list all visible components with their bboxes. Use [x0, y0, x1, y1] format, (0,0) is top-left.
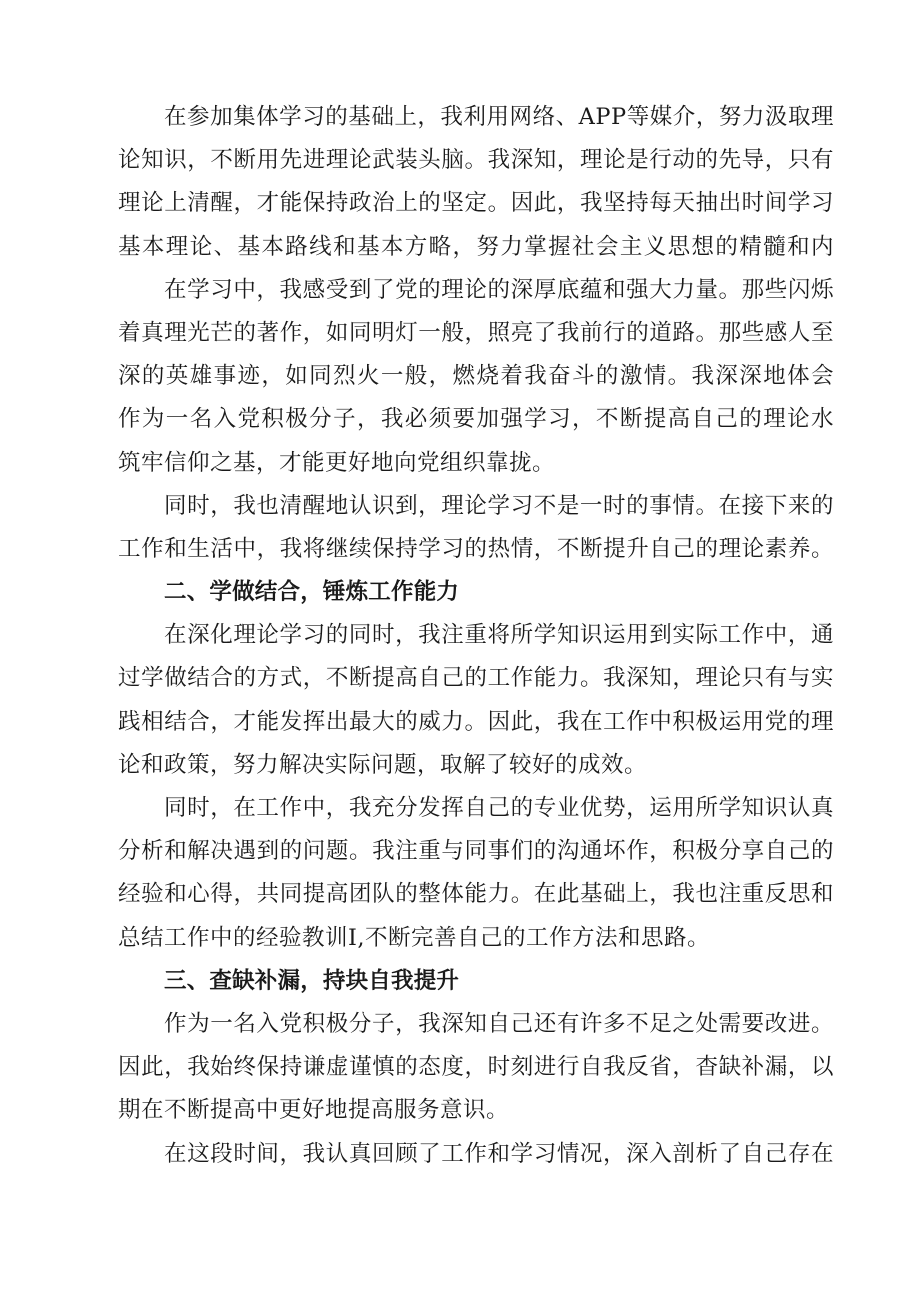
- text-line: 在深化理论学习的同时，我注重将所学知识运用到实际工作中，通: [164, 622, 834, 649]
- text-line: 同时，我也清醒地认识到，理论学习不是一时的事情。在接下来的: [164, 492, 834, 519]
- text-line: 总结工作中的经验教训I,不断完善自己的工作方法和思路。: [118, 924, 711, 951]
- paragraph: [118, 269, 834, 485]
- text-line: 在参加集体学习的基础上，我利用网络、APP等媒介，努力汲取理: [164, 104, 834, 130]
- paragraph: [118, 1133, 834, 1176]
- text-line: 期在不断提高中更好地提高服务意识。: [118, 1097, 510, 1124]
- text-line: 作为一名入党积极分子，我深知自己还有许多不足之处需要改进。: [164, 1010, 834, 1037]
- document-page: [118, 96, 834, 1176]
- text-line: 深的英雄事迹，如同烈火一般，燃烧着我奋斗的激情。我深深地体会: [118, 363, 834, 390]
- text-line: 践相结合，才能发挥出最大的威力。因此，我在工作中积极运用党的理: [118, 708, 834, 735]
- section-heading: 三、查缺补漏，持块自我提升: [164, 967, 460, 994]
- section-heading: 二、学做结合，锤炼工作能力: [164, 579, 460, 606]
- text-line: 同时，在工作中，我充分发挥自己的专业优势，运用所学知识认真: [164, 795, 834, 821]
- paragraph: [118, 787, 834, 960]
- text-line: 论和政策，努力解决实际问题，取解了较好的成效。: [118, 751, 648, 778]
- text-line: 基本理论、基本路线和基本方略，努力掌握社会主义思想的精髓和内: [118, 233, 834, 260]
- text-line: 论知识，不断用先进理论武装头脑。我深知，理论是行动的先导，只有: [118, 147, 834, 174]
- text-line: 在学习中，我感受到了党的理论的深厚底蕴和强大力量。那些闪烁: [164, 276, 834, 303]
- text-line: 分析和解决遇到的问题。我注重与同事们的沟通坏作，积极分享自己的: [118, 838, 834, 865]
- text-line: 着真理光芒的著作，如同明灯一般，照亮了我前行的道路。那些感人至: [118, 319, 834, 346]
- text-line: 作为一名入党积极分子，我必须要加强学习，不断提高自己的理论水: [118, 406, 834, 433]
- paragraph: [118, 614, 834, 787]
- text-line: 在这段时间，我认真回顾了工作和学习情况，深入剖析了自己存在: [164, 1140, 834, 1167]
- text-line: 经验和心得，共同提高团队的整体能力。在此基础上，我也注重反思和: [118, 881, 834, 908]
- text-line: 过学做结合的方式，不断提高自己的工作能力。我深知，理论只有与实: [118, 665, 834, 692]
- text-line: 工作和生活中，我将继续保持学习的热情，不断提升自己的理论素养。: [118, 535, 834, 562]
- text-line: 理论上清醒，才能保持政治上的坚定。因此，我坚持每天抽出时间学习: [118, 190, 834, 217]
- paragraph: [118, 1003, 834, 1133]
- paragraph: [118, 96, 834, 269]
- text-line: 因此，我始终保持谦虚谨慎的态度，时刻进行自我反省，杳缺补漏，以: [118, 1054, 834, 1081]
- paragraph: [118, 485, 834, 571]
- text-line: 筑牢信仰之基，才能更好地向党组织靠拢。: [118, 449, 556, 476]
